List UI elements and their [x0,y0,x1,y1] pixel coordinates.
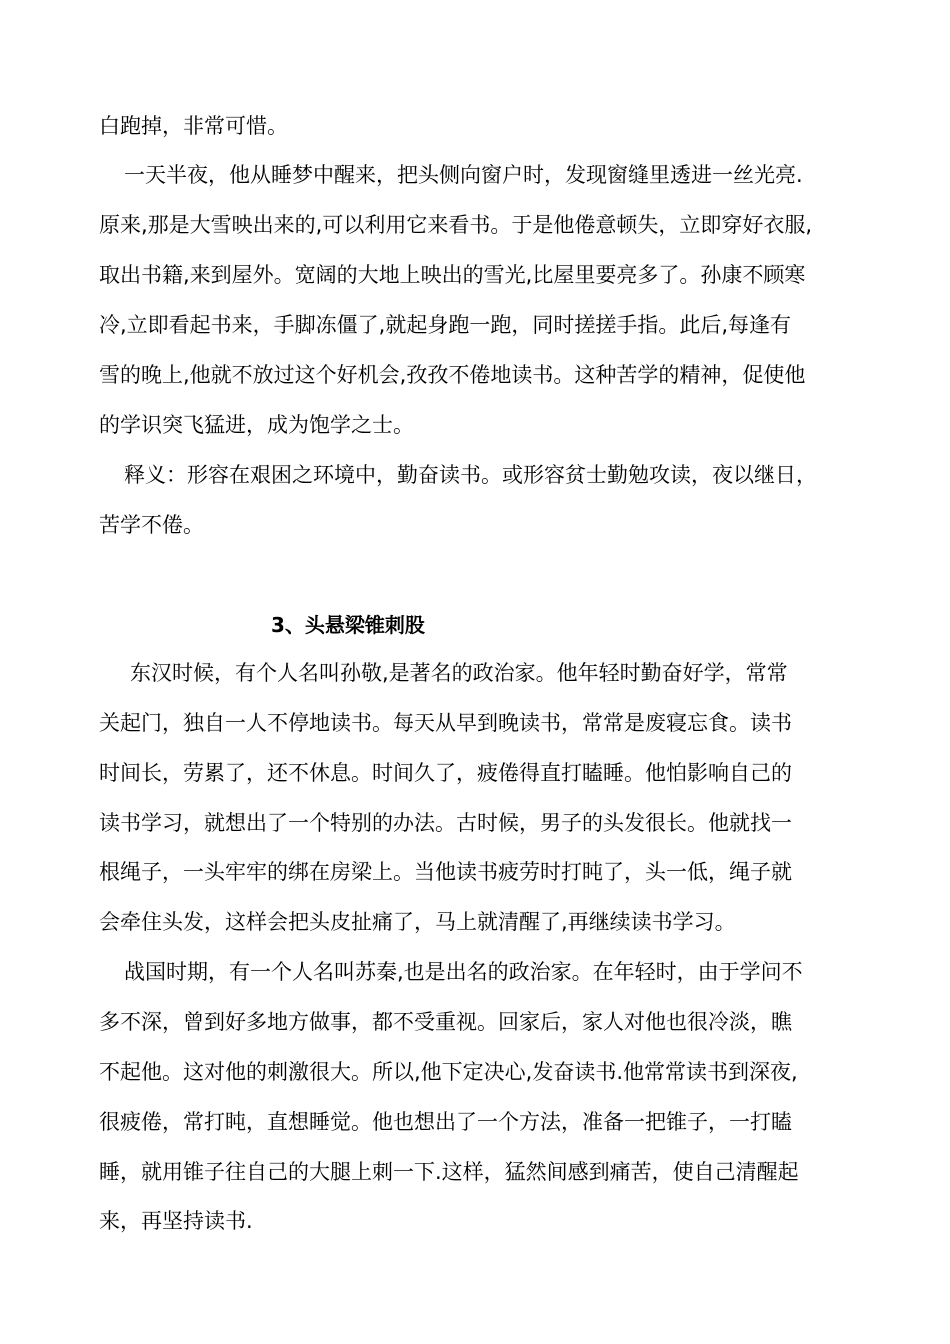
paragraph-line: 时间长，劳累了，还不休息。时间久了，疲倦得直打瞌睡。他怕影响自己的 [99,761,792,785]
paragraph-line: 雪的晚上,他就不放过这个好机会,孜孜不倦地读书。这种苦学的精神，促使他 [99,363,806,387]
paragraph-line: 多不深，曾到好多地方做事，都不受重视。回家后，家人对他也很冷淡，瞧 [99,1010,792,1034]
paragraph-line: 取出书籍,来到屋外。宽阔的大地上映出的雪光,比屋里要亮多了。孙康不顾寒 [99,263,806,287]
paragraph-line: 的学识突飞猛进，成为饱学之士。 [99,413,414,437]
paragraph-line: 睡，就用锥子往自己的大腿上刺一下.这样，猛然间感到痛苦，使自己清醒起 [99,1160,799,1184]
section-heading: 3、头悬梁锥刺股 [271,613,425,637]
paragraph-line: 很疲倦，常打盹，直想睡觉。他也想出了一个方法，准备一把锥子，一打瞌 [99,1110,792,1134]
paragraph-line: 原来,那是大雪映出来的,可以利用它来看书。于是他倦意顿失，立即穿好衣服, [99,213,813,237]
paragraph-line: 读书学习，就想出了一个特别的办法。古时候，男子的头发很长。他就找一 [99,811,792,835]
paragraph-line: 根绳子，一头牢牢的绑在房梁上。当他读书疲劳时打盹了，头一低，绳子就 [99,860,792,884]
paragraph-line: 白跑掉，非常可惜。 [99,114,288,138]
paragraph-line: 关起门，独自一人不停地读书。每天从早到晚读书，常常是废寝忘食。读书 [99,711,792,735]
paragraph-line: 来，再坚持读书. [99,1209,253,1233]
paragraph-line: 一天半夜，他从睡梦中醒来，把头侧向窗户时，发现窗缝里透进一丝光亮. [124,163,803,187]
paragraph-line: 东汉时候，有个人名叫孙敬,是著名的政治家。他年轻时勤奋好学，常常 [130,661,788,685]
paragraph-line: 冷,立即看起书来，手脚冻僵了,就起身跑一跑，同时搓搓手指。此后,每逢有 [99,313,792,337]
definition-line: 释义：形容在艰困之环境中，勤奋读书。或形容贫士勤勉攻读，夜以继日， [124,463,817,487]
paragraph-line: 不起他。这对他的刺激很大。所以,他下定决心,发奋读书.他常常读书到深夜, [99,1060,798,1084]
paragraph-line: 战国时期，有一个人名叫苏秦,也是出名的政治家。在年轻时，由于学问不 [124,960,803,984]
definition-line: 苦学不倦。 [99,513,204,537]
paragraph-line: 会牵住头发，这样会把头皮扯痛了，马上就清醒了,再继续读书学习。 [99,910,736,934]
